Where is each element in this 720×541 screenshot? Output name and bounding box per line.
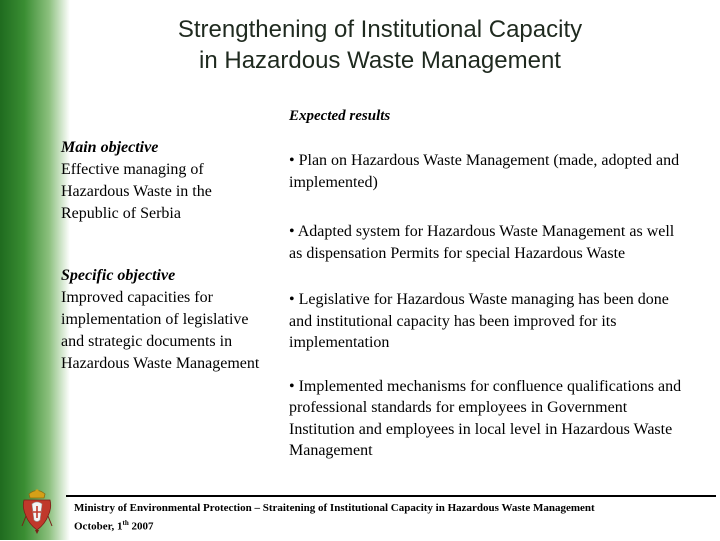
- serbia-coat-of-arms-icon: [20, 486, 54, 536]
- footer-date-sup: th: [122, 519, 129, 527]
- main-objective-label: Main objective: [61, 139, 159, 156]
- main-objective: [61, 137, 261, 225]
- objectives-column: [61, 137, 261, 375]
- specific-objective-text: Improved capacities for implementation of legislative and strategic documents in Hazardous Waste Management: [61, 289, 260, 372]
- specific-objective-label: Specific objective: [61, 267, 176, 284]
- footer-ministry: Ministry of Environmental Protection – Straitening of Institutional Capacity in Hazardous Waste Management: [74, 502, 595, 514]
- objective-spacer: [61, 225, 261, 265]
- main-objective-text: Effective managing of Hazardous Waste in the Republic of Serbia: [61, 161, 212, 222]
- result-item-3: • Legislative for Hazardous Waste managing has been done and institutional capacity has been improved for its implementation: [289, 291, 669, 351]
- footer-date-suffix: 2007: [128, 520, 154, 533]
- slide-title: [80, 14, 680, 76]
- footer-date-prefix: October, 1: [74, 520, 123, 533]
- specific-objective: [61, 265, 261, 375]
- green-side-band: [0, 0, 70, 540]
- result-item-4: • Implemented mechanisms for confluence qualifications and professional standards for employees in Government Institution and employees in local level in Hazardous Waste Management: [289, 377, 682, 459]
- footer: [74, 501, 714, 535]
- result-item-2: • Adapted system for Hazardous Waste Management as well as dispensation Permits for special Hazardous Waste: [289, 223, 675, 262]
- result-item-1: • Plan on Hazardous Waste Management (made, adopted and implemented): [289, 152, 680, 191]
- expected-results-list: [289, 150, 689, 484]
- title-line-1: Strengthening of Institutional Capacity: [177, 16, 583, 43]
- footer-divider: [66, 495, 716, 497]
- title-line-2: in Hazardous Waste Management: [199, 47, 561, 74]
- footer-date: [74, 516, 714, 535]
- expected-results-heading: Expected results: [289, 108, 391, 124]
